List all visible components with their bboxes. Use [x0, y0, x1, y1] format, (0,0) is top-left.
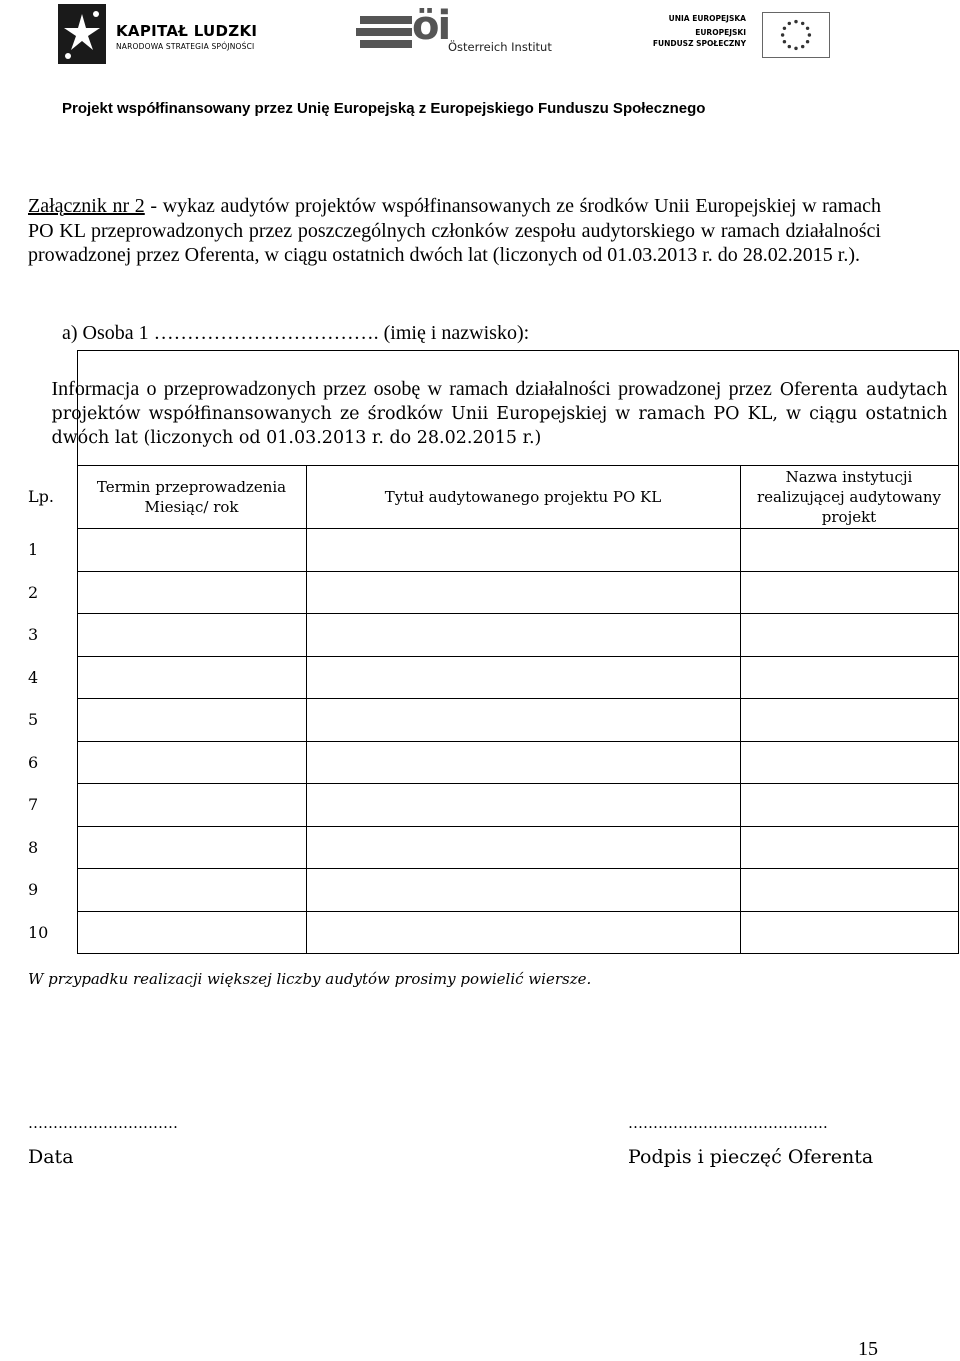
- eu-flag-icon: [762, 12, 830, 58]
- tytul-cell[interactable]: [306, 571, 740, 614]
- tytul-cell[interactable]: [306, 699, 740, 742]
- eu-line-2: EUROPEJSKI: [695, 28, 746, 37]
- nazwa-cell[interactable]: [740, 656, 958, 699]
- info-cell: [51, 351, 958, 466]
- tytul-cell[interactable]: [306, 741, 740, 784]
- table-row: [28, 529, 958, 572]
- oi-stripes-icon: [356, 10, 416, 62]
- table-row: [28, 869, 958, 912]
- table-row: [28, 656, 958, 699]
- signature-label: Podpis i pieczęć Oferenta: [628, 1146, 874, 1168]
- tytul-cell[interactable]: [306, 869, 740, 912]
- osoba-line: a) Osoba 1 ……………………………. (imię i nazwisko):: [62, 322, 530, 344]
- info-row: [28, 351, 958, 466]
- eu-star-icon: [781, 33, 784, 36]
- osterreich-institut-logo: [356, 3, 556, 58]
- oi-mark: öi: [412, 3, 450, 49]
- eu-star-icon: [801, 45, 804, 48]
- table-row: [28, 784, 958, 827]
- attachment-text: - wykaz audytów projektów współfinansowanych ze środków Unii Europejskiej w ramach PO KL przeprowadzonych przez poszczególnych członków zespołu audytorskiego w ramach działalności prowadzonej przez Oferenta, w ciągu ostatnich dwóch lat (liczonych od 01.03.2013 r. do 28.02.2015 r.).: [28, 195, 881, 266]
- row-number: 7: [28, 795, 39, 815]
- kapital-ludzki-title: KAPITAŁ LUDZKI: [116, 22, 258, 40]
- nazwa-cell[interactable]: [740, 784, 958, 827]
- eu-line-3: FUNDUSZ SPOŁECZNY: [652, 39, 746, 48]
- eu-star-icon: [794, 20, 797, 23]
- logo-strip: [0, 0, 960, 72]
- table-row: [28, 911, 958, 954]
- attachment-label: Załącznik nr 2: [28, 195, 145, 217]
- signature-dots: ………………………………….: [628, 1114, 828, 1132]
- eu-star-icon: [801, 22, 804, 25]
- header-row: [28, 466, 958, 529]
- duplicate-rows-note: W przypadku realizacji większej liczby audytów prosimy powielić wiersze.: [28, 970, 592, 988]
- tytul-cell[interactable]: [306, 826, 740, 869]
- kapital-ludzki-subtitle: NARODOWA STRATEGIA SPÓJNOŚCI: [116, 42, 255, 51]
- info-text-rest: Oferenta audytach projektów współfinansowanych ze środków Unii Europejskiej w ramach PO KL, w ciągu ostatnich dwóch lat (liczonych od 01.03.2013 r. do 28.02.2015 r.): [51, 380, 948, 448]
- nazwa-cell[interactable]: [740, 699, 958, 742]
- termin-cell[interactable]: [77, 529, 306, 572]
- termin-cell[interactable]: [77, 571, 306, 614]
- attachment-intro: [28, 194, 881, 268]
- termin-cell[interactable]: [77, 741, 306, 784]
- nazwa-cell[interactable]: [740, 911, 958, 954]
- termin-cell[interactable]: [77, 869, 306, 912]
- tytul-cell[interactable]: [306, 614, 740, 657]
- termin-cell[interactable]: [77, 826, 306, 869]
- termin-cell[interactable]: [77, 614, 306, 657]
- nazwa-cell[interactable]: [740, 826, 958, 869]
- eu-star-icon: [788, 45, 791, 48]
- table-row: [28, 571, 958, 614]
- eu-star-icon: [788, 22, 791, 25]
- row-number: 1: [28, 540, 39, 560]
- eu-star-icon: [783, 27, 786, 30]
- audit-table: [28, 350, 959, 954]
- row-number: 10: [28, 922, 49, 942]
- row-number: 6: [28, 752, 39, 772]
- nazwa-cell[interactable]: [740, 614, 958, 657]
- eu-star-icon: [783, 40, 786, 43]
- header-lp: Lp.: [28, 487, 54, 506]
- table-body: [28, 529, 958, 954]
- eu-logo: [652, 12, 838, 58]
- audit-table-wrapper: [28, 350, 958, 954]
- row-number: 2: [28, 582, 39, 602]
- termin-cell[interactable]: [77, 911, 306, 954]
- header-nazwa: Nazwa instytucji realizującej audytowany projekt: [740, 466, 958, 529]
- row-number: 4: [28, 667, 39, 687]
- eu-line-1: UNIA EUROPEJSKA: [668, 14, 746, 23]
- header-tytul: Tytuł audytowanego projektu PO KL: [306, 466, 740, 529]
- date-dots: …………………………: [28, 1114, 178, 1132]
- row-number: 9: [28, 880, 39, 900]
- eu-star-icon: [808, 33, 811, 36]
- tytul-cell[interactable]: [306, 529, 740, 572]
- table-row: [28, 826, 958, 869]
- eu-star-icon: [806, 27, 809, 30]
- info-text-start: Informacja o przeprowadzonych przez osobę w ramach działalności prowadzonej przez: [51, 378, 772, 400]
- info-text: [52, 377, 948, 450]
- page-number: 15: [858, 1338, 878, 1360]
- cofinanced-line: Projekt współfinansowany przez Unię Europejską z Europejskiego Funduszu Społecznego: [62, 100, 706, 117]
- row-number: 5: [28, 710, 39, 730]
- eu-star-icon: [806, 40, 809, 43]
- eu-star-icon: [794, 47, 797, 50]
- date-label: Data: [28, 1146, 74, 1168]
- tytul-cell[interactable]: [306, 784, 740, 827]
- tytul-cell[interactable]: [306, 911, 740, 954]
- termin-cell[interactable]: [77, 699, 306, 742]
- termin-cell[interactable]: [77, 784, 306, 827]
- nazwa-cell[interactable]: [740, 741, 958, 784]
- kapital-ludzki-logo: [58, 4, 278, 64]
- oi-name: Österreich Institut: [448, 40, 552, 54]
- table-row: [28, 699, 958, 742]
- table-row: [28, 741, 958, 784]
- header-termin: Termin przeprowadzenia Miesiąc/ rok: [77, 466, 306, 529]
- kapital-ludzki-star-icon: [58, 4, 106, 64]
- nazwa-cell[interactable]: [740, 571, 958, 614]
- row-number: 8: [28, 837, 39, 857]
- table-row: [28, 614, 958, 657]
- tytul-cell[interactable]: [306, 656, 740, 699]
- termin-cell[interactable]: [77, 656, 306, 699]
- row-number: 3: [28, 625, 39, 645]
- nazwa-cell[interactable]: [740, 869, 958, 912]
- nazwa-cell[interactable]: [740, 529, 958, 572]
